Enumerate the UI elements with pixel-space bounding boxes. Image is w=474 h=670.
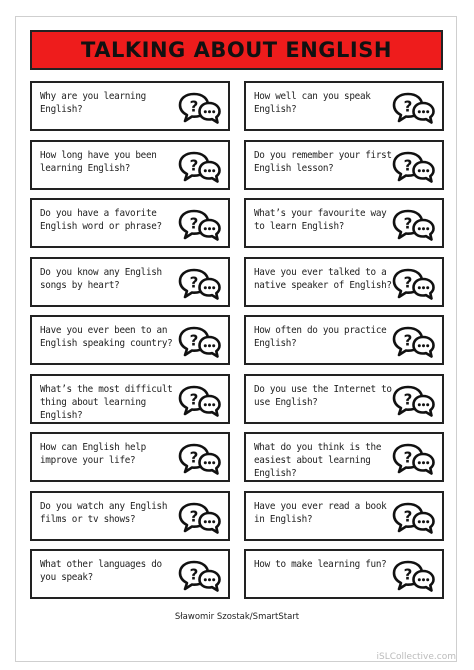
- question-card: [244, 315, 444, 365]
- svg-text:?: ?: [403, 390, 413, 408]
- question-text: What other languages do you speak?: [40, 559, 162, 583]
- speech-bubbles-icon: [392, 384, 436, 418]
- question-card: [244, 257, 444, 307]
- speech-bubbles-icon: [178, 208, 222, 242]
- question-card: [30, 374, 230, 424]
- svg-text:?: ?: [189, 214, 199, 233]
- question-card: [30, 549, 230, 599]
- question-text: What do you think is the easiest about learning English?: [254, 442, 382, 479]
- question-card: [244, 81, 444, 131]
- author-credit: Sławomir Szostak/SmartStart: [174, 612, 300, 622]
- speech-bubbles-icon: [178, 325, 222, 359]
- question-text: What’s the most difficult thing about learning English?: [40, 383, 173, 421]
- question-text: What’s your favourite way to learn English?: [254, 208, 387, 232]
- question-card: [30, 140, 230, 190]
- question-text: Do you watch any English films or tv shows?: [40, 500, 168, 525]
- question-card: [30, 315, 230, 365]
- question-card: [30, 81, 230, 131]
- svg-text:?: ?: [403, 214, 413, 233]
- speech-bubbles-icon: [178, 267, 222, 301]
- svg-text:?: ?: [403, 448, 413, 467]
- speech-bubbles-icon: [178, 501, 222, 535]
- question-card: [30, 432, 230, 482]
- question-card: [244, 432, 444, 482]
- svg-text:?: ?: [403, 507, 413, 525]
- svg-text:?: ?: [189, 97, 199, 116]
- speech-bubbles-icon: [178, 442, 222, 476]
- question-text: Have you ever read a book in English?: [254, 500, 387, 525]
- speech-bubbles-icon: [392, 208, 436, 242]
- speech-bubbles-icon: [392, 91, 436, 125]
- question-text: How to make learning fun?: [254, 559, 387, 570]
- svg-text:?: ?: [403, 156, 413, 174]
- speech-bubbles-icon: [178, 559, 222, 593]
- svg-text:?: ?: [189, 390, 199, 408]
- speech-bubbles-icon: [392, 559, 436, 593]
- question-card: [244, 491, 444, 541]
- speech-bubbles-icon: [178, 91, 222, 125]
- question-card: [30, 198, 230, 248]
- question-text: How well can you speak English?: [254, 91, 371, 115]
- svg-text:?: ?: [403, 331, 413, 350]
- svg-text:?: ?: [403, 97, 413, 116]
- speech-bubbles-icon: [178, 150, 222, 184]
- question-text: Do you remember your first English lesson?: [254, 149, 392, 174]
- svg-text:?: ?: [403, 565, 413, 584]
- question-text: Do you know any English songs by heart?: [40, 266, 162, 291]
- question-grid: [30, 81, 445, 599]
- question-card: [244, 374, 444, 424]
- title-bar: [30, 30, 443, 70]
- svg-text:?: ?: [403, 273, 413, 291]
- svg-text:?: ?: [189, 507, 199, 525]
- speech-bubbles-icon: [392, 442, 436, 476]
- question-text: Have you ever talked to a native speaker of English?: [254, 266, 392, 291]
- svg-text:?: ?: [189, 156, 199, 174]
- speech-bubbles-icon: [178, 384, 222, 418]
- watermark: iSLCollective.com: [376, 652, 456, 662]
- question-text: Why are you learning English?: [40, 91, 146, 115]
- svg-text:?: ?: [189, 565, 199, 584]
- speech-bubbles-icon: [392, 267, 436, 301]
- speech-bubbles-icon: [392, 325, 436, 359]
- page-title: TALKING ABOUT ENGLISH: [81, 38, 392, 62]
- question-card: [244, 198, 444, 248]
- svg-text:?: ?: [189, 448, 199, 467]
- question-text: Do you have a favorite English word or phrase?: [40, 208, 162, 232]
- svg-text:?: ?: [189, 331, 199, 350]
- question-card: [244, 549, 444, 599]
- question-text: How long have you been learning English?: [40, 149, 157, 174]
- question-card: [30, 257, 230, 307]
- speech-bubbles-icon: [392, 150, 436, 184]
- svg-text:?: ?: [189, 273, 199, 291]
- question-text: How often do you practice English?: [254, 325, 387, 349]
- question-text: Do you use the Internet to use English?: [254, 383, 392, 408]
- question-card: [30, 491, 230, 541]
- question-card: [244, 140, 444, 190]
- question-text: Have you ever been to an English speaking country?: [40, 325, 173, 349]
- question-text: How can English help improve your life?: [40, 442, 146, 466]
- speech-bubbles-icon: [392, 501, 436, 535]
